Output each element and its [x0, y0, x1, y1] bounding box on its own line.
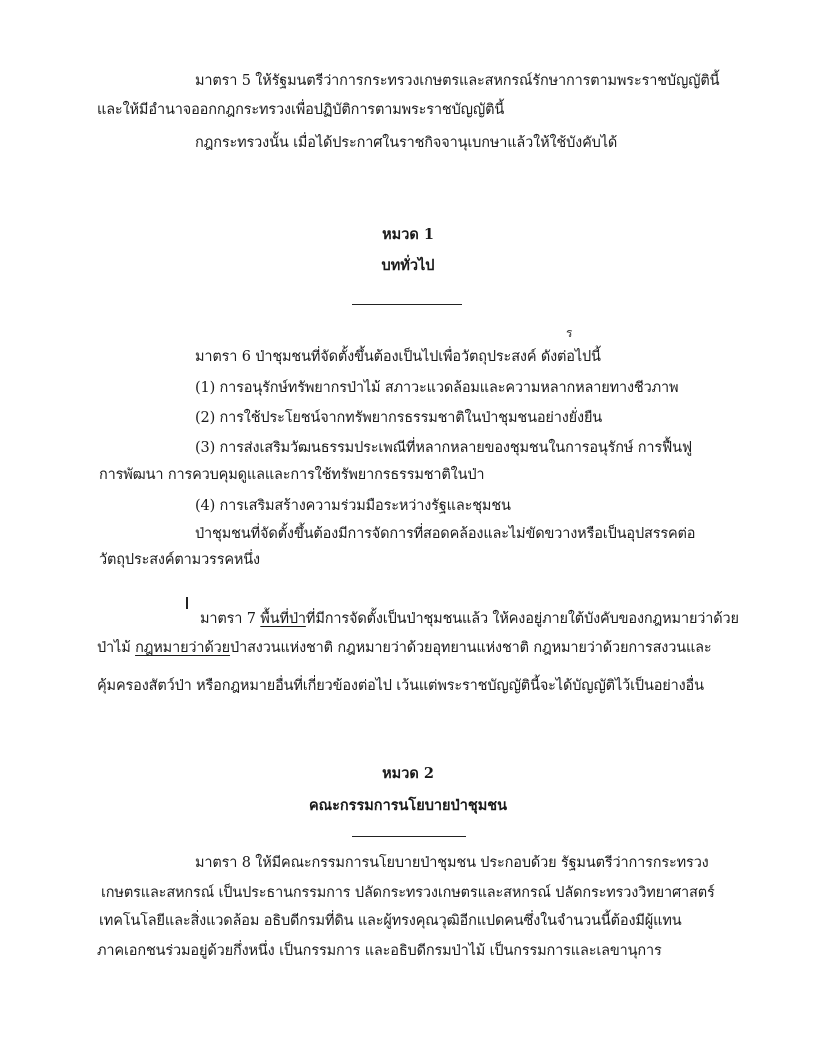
section-7-line-2-start: ป่าไม้ — [97, 640, 136, 656]
chapter-2-title: คณะกรรมการนโยบายป่าชุมชน — [308, 797, 508, 814]
section-7-line-3: คุ้มครองสัตว์ป่า หรือกฎหมายอื่นที่เกี่ยวข้องต่อไป เว้นแต่พระราชบัญญัตินี้จะได้บัญญัติไว้เป็นอย่างอื่น — [97, 678, 704, 694]
chapter-2-divider — [352, 836, 466, 837]
section-6-item-4: (4) การเสริมสร้างความร่วมมือระหว่างรัฐและชุมชน — [195, 498, 511, 514]
section-6-paragraph-line-2: วัตถุประสงค์ตามวรรคหนึ่ง — [99, 552, 260, 568]
section-7-underlined-forest-area: พื้นที่ป่า — [260, 611, 306, 627]
section-7-underlined-law: กฎหมายว่าด้วย — [135, 640, 231, 656]
section-8-line-2: เกษตรและสหกรณ์ เป็นประธานกรรมการ ปลัดกระทรวงเกษตรและสหกรณ์ ปลัดกระทรวงวิทยาศาสตร์ — [101, 885, 715, 901]
section-7-line-1 — [200, 612, 739, 627]
section-6-item-1: (1) การอนุรักษ์ทรัพยากรป่าไม้ สภาวะแวดล้อมและความหลากหลายทางชีวภาพ — [195, 380, 679, 396]
section-5-line-1: มาตรา 5 ให้รัฐมนตรีว่าการกระทรวงเกษตรและสหกรณ์รักษาการตามพระราชบัญญัตินี้ — [195, 73, 720, 89]
section-6-paragraph-line-1: ป่าชุมชนที่จัดตั้งขึ้นต้องมีการจัดการที่สอดคล้องและไม่ขัดขวางหรือเป็นอุปสรรคต่อ — [195, 526, 696, 542]
chapter-1-divider — [352, 304, 462, 305]
section-5-line-3: กฎกระทรวงนั้น เมื่อได้ประกาศในราชกิจจานุเบกษาแล้วให้ใช้บังคับได้ — [195, 135, 618, 151]
section-5-line-2: และให้มีอำนาจออกกฎกระทรวงเพื่อปฏิบัติการตามพระราชบัญญัตินี้ — [97, 102, 505, 118]
section-7-line-1-start: มาตรา 7 — [200, 611, 261, 627]
chapter-2-heading: หมวด 2 — [382, 765, 434, 782]
section-6-item-3-line-2: การพัฒนา การควบคุมดูแลและการใช้ทรัพยากรธรรมชาติในป่า — [99, 467, 485, 483]
chapter-1-title: บททั่วไป — [381, 257, 435, 274]
section-7-line-2-end: ป่าสงวนแห่งชาติ กฎหมายว่าด้วยอุทยานแห่งชาติ กฎหมายว่าด้วยการสงวนและ — [230, 640, 712, 656]
section-6-item-2: (2) การใช้ประโยชน์จากทรัพยากรธรรมชาติในป่าชุมชนอย่างยั่งยืน — [195, 410, 603, 426]
section-6-line-1: มาตรา 6 ป่าชุมชนที่จัดตั้งขึ้นต้องเป็นไปเพื่อวัตถุประสงค์ ดังต่อไปนี้ — [195, 349, 601, 365]
section-7-line-2 — [97, 641, 712, 656]
section-8-line-3: เทคโนโลยีและสิ่งแวดล้อม อธิบดีกรมที่ดิน และผู้ทรงคุณวุฒิอีกแปดคนซึ่งในจำนวนนี้ต้องมีผู้แทน — [99, 913, 682, 929]
section-8-line-4: ภาคเอกชนร่วมอยู่ด้วยกึ่งหนึ่ง เป็นกรรมการ และอธิบดีกรมป่าไม้ เป็นกรรมการและเลขานุการ — [97, 943, 662, 959]
section-7-line-1-end: ที่มีการจัดตั้งเป็นป่าชุมชนแล้ว ให้คงอยู่ภายใต้บังคับของกฎหมายว่าด้วย — [305, 611, 739, 627]
section-6-item-3-line-1: (3) การส่งเสริมวัฒนธรรมประเพณีที่หลากหลายของชุมชนในการอนุรักษ์ การฟื้นฟู — [195, 440, 693, 456]
margin-mark: ร — [566, 326, 573, 340]
margin-tick — [186, 597, 188, 609]
section-8-line-1: มาตรา 8 ให้มีคณะกรรมการนโยบายป่าชุมชน ประกอบด้วย รัฐมนตรีว่าการกระทรวง — [195, 855, 709, 871]
chapter-1-heading: หมวด 1 — [382, 226, 434, 243]
